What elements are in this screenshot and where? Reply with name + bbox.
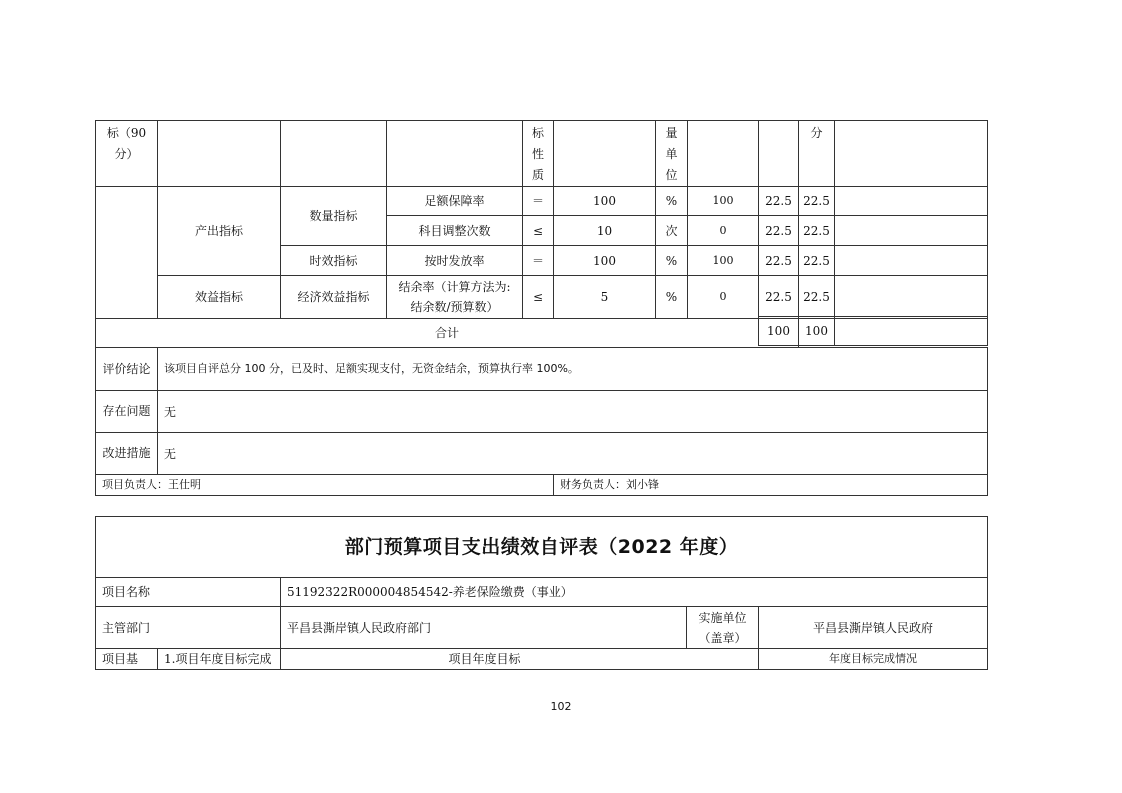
empty-cell — [554, 121, 656, 187]
impl-value: 平昌县澌岸镇人民政府 — [759, 607, 988, 649]
score-header-label: 分 — [810, 126, 823, 140]
operator: ≤ — [523, 276, 554, 319]
level3-timeliness: 时效指标 — [281, 246, 387, 276]
unit-value: % — [656, 187, 688, 216]
project-lead: 项目负责人：王仕明 — [96, 475, 554, 496]
weight-value: 22.5 — [759, 216, 799, 246]
weight-value: 22.5 — [759, 246, 799, 276]
target-value: 100 — [554, 246, 656, 276]
improvements-row — [96, 433, 988, 475]
category-label: 标（90分） — [106, 126, 147, 161]
target-value: 100 — [554, 187, 656, 216]
target-value: 10 — [554, 216, 656, 246]
finance-lead: 财务负责人：刘小锋 — [554, 475, 988, 496]
project-name-value: 51192322R000004854542-养老保险缴费（事业） — [281, 578, 988, 607]
nature-cell — [523, 121, 554, 187]
problems-text: 无 — [158, 391, 988, 433]
empty-cell — [835, 216, 988, 246]
target-value: 5 — [554, 276, 656, 319]
score-value: 22.5 — [799, 216, 835, 246]
impl-label: 实施单位（盖章） — [698, 610, 747, 645]
empty-cell — [688, 121, 759, 187]
total-label: 合计 — [96, 319, 799, 348]
empty-cell — [835, 121, 988, 187]
conclusion-text: 该项目自评总分 100 分，已及时、足额实现支付，无资金结余，预算执行率 100%。 — [158, 348, 988, 391]
nature-label: 标性质 — [531, 126, 544, 182]
total-weight-value: 100 — [759, 317, 799, 346]
weight-value: 22.5 — [759, 187, 799, 216]
conclusion-label: 评价结论 — [102, 361, 151, 376]
score-value: 22.5 — [799, 246, 835, 276]
actual-value: 100 — [688, 246, 759, 276]
level3-quantity: 数量指标 — [281, 187, 387, 246]
empty-cell — [281, 121, 387, 187]
operator: ＝ — [523, 246, 554, 276]
empty-cell — [759, 121, 799, 187]
total-score-value: 100 — [799, 317, 835, 346]
goal-completion-label: 1.项目年度目标完成 — [158, 649, 281, 670]
improvements-label: 改进措施 — [102, 446, 151, 460]
page-number: 102 — [550, 700, 572, 713]
level2-benefit: 效益指标 — [158, 276, 281, 319]
actual-value: 0 — [688, 276, 759, 319]
unit-value: % — [656, 276, 688, 319]
level2-output: 产出指标 — [158, 187, 281, 276]
improvements-label-cell — [96, 433, 158, 475]
dept-label: 主管部门 — [96, 607, 281, 649]
weight-value: 22.5 — [759, 276, 799, 319]
operator: ＝ — [523, 187, 554, 216]
score-value: 22.5 — [799, 276, 835, 319]
unit-cell — [656, 121, 688, 187]
indicator-line-1: 结余率（计算方法为: — [398, 280, 511, 294]
project-name-label: 项目名称 — [96, 578, 281, 607]
table-row — [96, 187, 988, 216]
unit-value: 次 — [656, 216, 688, 246]
empty-cell — [835, 246, 988, 276]
problems-label: 存在问题 — [102, 404, 151, 418]
performance-indicator-table — [95, 120, 988, 496]
table-row — [96, 276, 988, 319]
goal-header-row — [96, 649, 988, 670]
indicator-line-2: 结余数/预算数） — [410, 300, 499, 314]
indicator-name: 科目调整次数 — [387, 216, 523, 246]
problems-label-cell — [96, 391, 158, 433]
empty-cell — [835, 187, 988, 216]
operator: ≤ — [523, 216, 554, 246]
basic-label: 项目基 — [96, 649, 158, 670]
conclusion-label-cell — [96, 348, 158, 391]
total-values — [758, 316, 988, 346]
improvements-text: 无 — [158, 433, 988, 475]
unit-value: % — [656, 246, 688, 276]
unit-label: 量单位 — [665, 126, 678, 182]
indicator-name: 足额保障率 — [387, 187, 523, 216]
signature-row — [96, 475, 988, 496]
impl-label-cell — [687, 607, 759, 649]
score-value: 22.5 — [799, 187, 835, 216]
indicator-name — [387, 276, 523, 319]
conclusion-row — [96, 348, 988, 391]
category-span-cell — [96, 187, 158, 319]
empty-cell — [835, 317, 988, 346]
empty-cell — [835, 276, 988, 319]
problems-row — [96, 391, 988, 433]
actual-value: 100 — [688, 187, 759, 216]
level3-economic: 经济效益指标 — [281, 276, 387, 319]
actual-value: 0 — [688, 216, 759, 246]
category-cell — [96, 121, 158, 187]
goal-status-label: 年度目标完成情况 — [759, 649, 988, 670]
dept-value: 平昌县澌岸镇人民政府部门 — [281, 607, 687, 649]
empty-cell — [387, 121, 523, 187]
empty-cell — [158, 121, 281, 187]
annual-goal-label: 项目年度目标 — [281, 649, 759, 670]
department-row — [96, 607, 988, 649]
indicator-name: 按时发放率 — [387, 246, 523, 276]
self-evaluation-form — [95, 516, 988, 670]
form-title: 部门预算项目支出绩效自评表（2022 年度） — [96, 517, 988, 578]
score-header-cell — [799, 121, 835, 187]
project-name-row — [96, 578, 988, 607]
